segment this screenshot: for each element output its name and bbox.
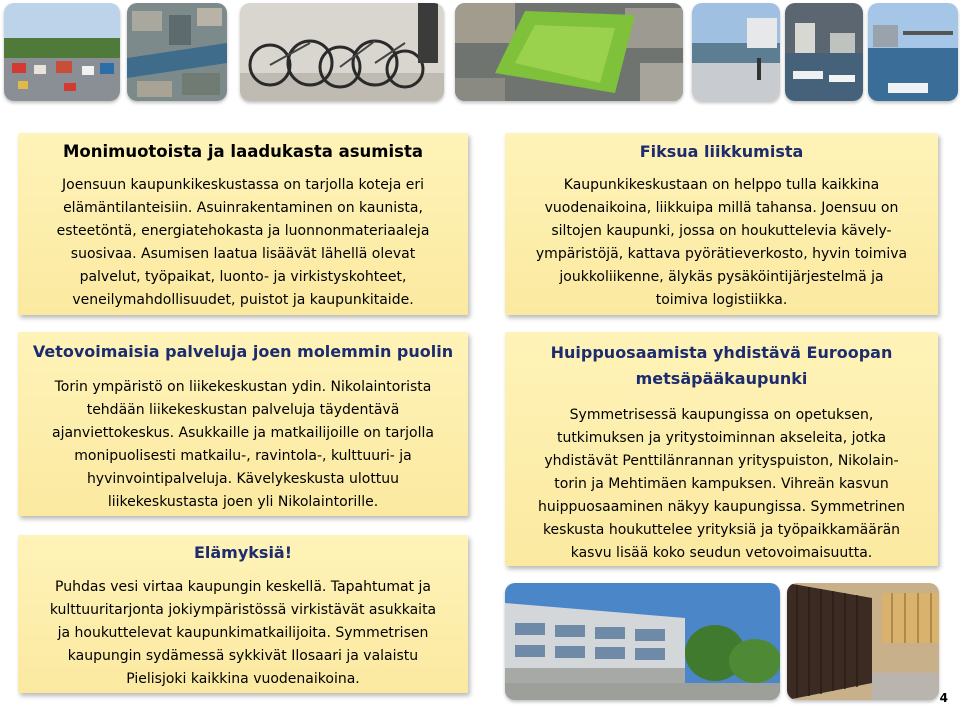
- panel-text: [18, 376, 468, 514]
- panel-title: Fiksua liikkumista: [639, 142, 804, 161]
- text-line: tehdään liikekeskustan palveluja täydentävä: [86, 402, 400, 418]
- text-line: joukkoliikenne, älykäs pysäköintijärjestelmä ja: [559, 269, 884, 285]
- panel-text: [18, 576, 468, 691]
- text-line: huippuosaaminen näkyy kaupungissa. Symmetrinen: [537, 499, 906, 515]
- text-line: kaupungin sydämessä sykkivät Ilosaari ja valaistu: [67, 648, 419, 664]
- text-line: torin ja Mehtimäen kampuksen. Vihreän kasvun: [554, 476, 889, 492]
- photo-wooden-wall: [787, 583, 939, 700]
- photo-river-bridge: [868, 3, 958, 101]
- text-line: esteetöntä, energiatehokasta ja luonnonmateriaaleja: [56, 223, 430, 239]
- text-line: palvelut, työpaikat, luonto- ja virkistyskohteet,: [79, 269, 407, 285]
- text-line: monipuolisesti matkailu-, ravintola-, kulttuuri- ja: [74, 448, 412, 464]
- panel-text: [505, 404, 938, 565]
- text-line: hyvinvointipalveluja. Kävelykeskusta ulottuu: [86, 471, 400, 487]
- panel-housing: [18, 133, 468, 315]
- panel-title: Elämyksiä!: [193, 543, 293, 562]
- text-line: kulttuuritarjonta jokiympäristössä virkistävät asukkaita: [49, 602, 437, 618]
- text-line: tutkimuksen ja yritystoiminnan akseleita, jotka: [556, 430, 887, 446]
- text-line: ympäristöjä, kattava pyörätieverkosto, hyvin toimiva: [535, 246, 908, 262]
- panel-mobility: [505, 133, 938, 315]
- text-line: Torin ympäristö on liikekeskustan ydin. Nikolaintorista: [54, 379, 432, 395]
- panel-title: Monimuotoista ja laadukasta asumista: [62, 142, 423, 161]
- text-line: Puhdas vesi virtaa kaupungin keskellä. Tapahtumat ja: [55, 579, 431, 595]
- text-line: yhdistävät Penttilänrannan yrityspuiston, Nikolain-: [544, 453, 899, 469]
- photo-aerial-city: [127, 3, 227, 101]
- text-line: veneilymahdollisuudet, puistot ja kaupunkitaide.: [72, 292, 414, 308]
- panel-text: [505, 174, 938, 312]
- text-line: keskusta houkuttelee yrityksiä ja työpaikkamäärän: [542, 522, 901, 538]
- text-line: suosivaa. Asumisen laatua lisäävät lähellä olevat: [70, 246, 416, 262]
- text-line: vuodenaikoina, liikkuipa millä tahansa. Joensuu on: [544, 200, 899, 216]
- panel-services: [18, 332, 468, 516]
- text-line: ja houkuttelevat kaupunkimatkailijoita. Symmetrisen: [57, 625, 429, 641]
- photo-riverside-promenade: [692, 3, 780, 101]
- panel-experiences: [18, 535, 468, 693]
- photo-harbor: [785, 3, 863, 101]
- text-line: ajanviettokeskus. Asukkaille ja matkailijoille on tarjolla: [52, 425, 434, 441]
- text-line: siltojen kaupunki, jossa on houkuttelevia kävely-: [551, 223, 892, 239]
- panel-title: [505, 340, 938, 392]
- text-line: liikekeskustasta joen yli Nikolaintorille.: [107, 494, 379, 510]
- title-line: Huippuosaamista yhdistävä Euroopan: [550, 343, 893, 362]
- text-line: Symmetrisessä kaupungissa on opetuksen,: [569, 407, 874, 423]
- title-line: metsäpääkaupunki: [635, 369, 808, 388]
- page-number: 4: [939, 691, 948, 705]
- photo-aerial-green-square: [455, 3, 683, 101]
- text-line: toimiva logistiikka.: [655, 292, 788, 308]
- panel-title: Vetovoimaisia palveluja joen molemmin puolin: [32, 342, 454, 361]
- text-line: Kaupunkikeskustaan on helppo tulla kaikkina: [563, 177, 880, 193]
- photo-market-square: [4, 3, 120, 101]
- text-line: Pielisjoki kaikkina vuodenaikoina.: [126, 671, 360, 687]
- panel-text: [18, 174, 468, 312]
- text-line: elämäntilanteisiin. Asuinrakentaminen on kaunista,: [63, 200, 423, 216]
- panel-expertise: [505, 332, 938, 566]
- photo-bicycles: [240, 3, 444, 101]
- text-line: Joensuun kaupunkikeskustassa on tarjolla koteja eri: [62, 177, 424, 193]
- text-line: kasvu lisää koko seudun vetovoimaisuutta.: [570, 545, 873, 561]
- photo-campus-building: [505, 583, 780, 700]
